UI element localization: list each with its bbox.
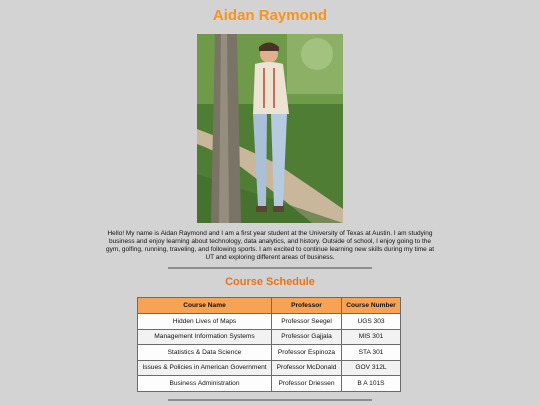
column-header-course-number: Course Number (342, 298, 401, 314)
professor-cell: Professor McDonald (272, 360, 342, 376)
professor-cell: Professor Seegel (272, 314, 342, 330)
course-name-cell: Business Administration (138, 376, 272, 392)
table-row (138, 329, 401, 345)
course-name-cell: Hidden Lives of Maps (138, 314, 272, 330)
table-row (138, 360, 401, 376)
table-row (138, 314, 401, 330)
page-title: Aidan Raymond (212, 7, 328, 24)
table-row (138, 376, 401, 392)
column-header-course-name: Course Name (138, 298, 272, 314)
schedule-title: Course Schedule (225, 276, 315, 288)
professor-cell: Professor Gajjala (272, 329, 342, 345)
course-number-cell: STA 301 (342, 345, 401, 361)
course-name-cell: Issues & Policies in American Government (138, 360, 272, 376)
course-number-cell: UGS 303 (342, 314, 401, 330)
column-header-professor: Professor (272, 298, 342, 314)
course-number-cell: B A 101S (342, 376, 401, 392)
course-name-cell: Statistics & Data Science (138, 345, 272, 361)
course-name-cell: Management Information Systems (138, 329, 272, 345)
professor-cell: Professor Espinoza (272, 345, 342, 361)
course-number-cell: GOV 312L (342, 360, 401, 376)
profile-photo (197, 34, 343, 223)
bio-text: Hello! My name is Aidan Raymond and I am a first year student at the University of Texas at Austin. I am studying business and enjoy learning about technology, data analytics, and history. Outside of school, I enjoy going to the gym, golfing, running, traveling, and following sports. I am excited to continue learning new skills during my time at UT and exploring different areas of business. (105, 230, 435, 262)
profile-photo-image (197, 34, 343, 223)
course-number-cell: MIS 301 (342, 329, 401, 345)
divider (168, 399, 372, 401)
table-header-row (138, 298, 401, 314)
course-schedule-table (137, 297, 401, 392)
divider (168, 267, 372, 269)
professor-cell: Professor Driessen (272, 376, 342, 392)
table-row (138, 345, 401, 361)
